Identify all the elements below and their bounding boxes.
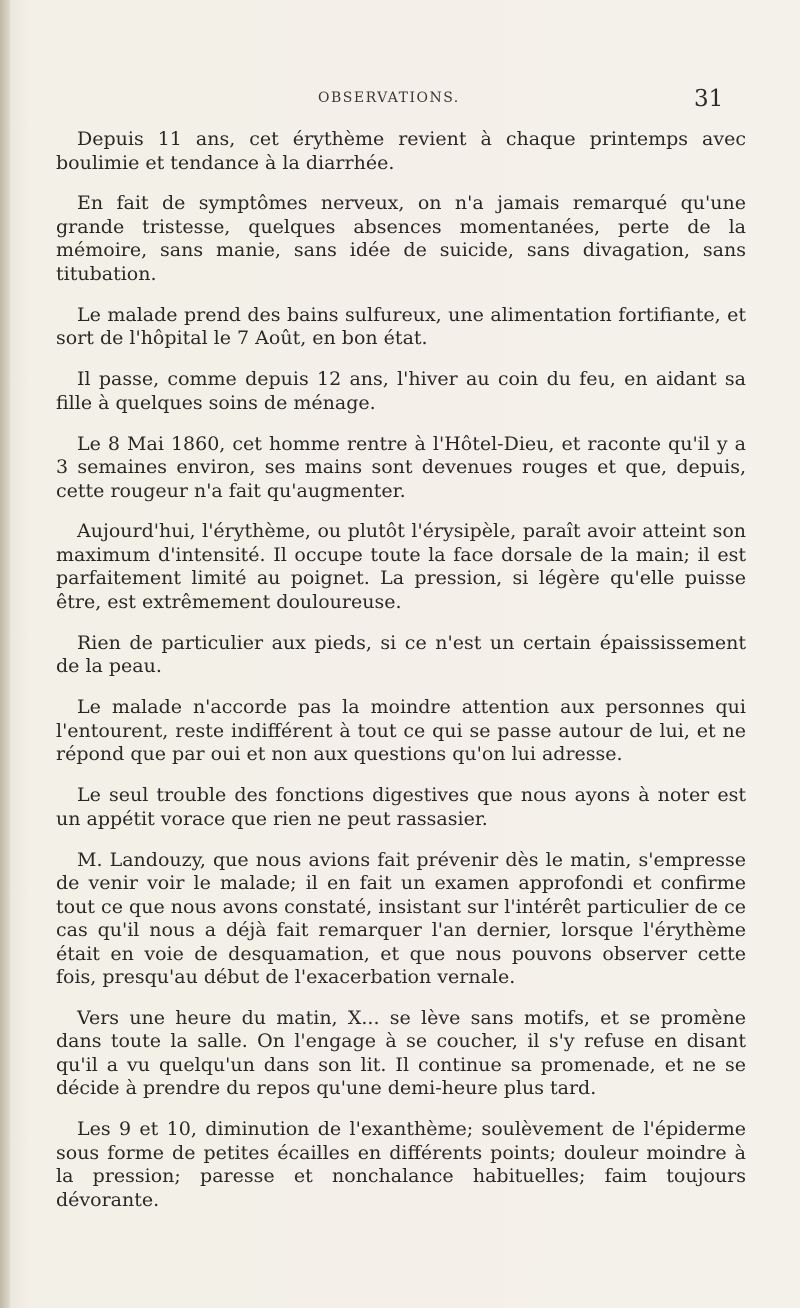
page-spine-edge (0, 0, 10, 1308)
page-number: 31 (694, 86, 724, 112)
body-text (56, 128, 746, 1278)
running-title: OBSERVATIONS. (318, 90, 460, 106)
paragraph: Il passe, comme depuis 12 ans, l'hiver au coin du feu, en aidant sa fille à quelques soins de ménage. (56, 368, 746, 414)
page-header (0, 86, 800, 116)
paragraph: Aujourd'hui, l'érythème, ou plutôt l'érysipèle, paraît avoir atteint son maximum d'intensité. Il occupe toute la face dorsale de la main; il est parfaitement limité au poignet. La pression, si légère qu'elle puisse être, est extrêmement douloureuse. (56, 520, 746, 613)
paragraph: Le seul trouble des fonctions digestives que nous ayons à noter est un appétit vorace que rien ne peut rassasier. (56, 784, 746, 830)
paragraph: M. Landouzy, que nous avions fait prévenir dès le matin, s'empresse de venir voir le malade; il en fait un examen approfondi et confirme tout ce que nous avons constaté, insistant sur l'intérêt particulier de ce cas qu'il nous a déjà fait remarquer l'an dernier, lorsque l'érythème était en voie de desquamation, et que nous pouvons observer cette fois, presqu'au début de l'exacerbation vernale. (56, 848, 746, 989)
paragraph: Le malade n'accorde pas la moindre attention aux personnes qui l'entourent, reste indifférent à tout ce qui se passe autour de lui, et ne répond que par oui et non aux questions qu'on lui adresse. (56, 696, 746, 766)
paragraph: Depuis 11 ans, cet érythème revient à chaque printemps avec boulimie et tendance à la diarrhée. (56, 128, 746, 174)
paragraph: Le 8 Mai 1860, cet homme rentre à l'Hôtel-Dieu, et raconte qu'il y a 3 semaines environ, ses mains sont devenues rouges et que, depuis, cette rougeur n'a fait qu'augmenter. (56, 432, 746, 502)
paragraph: Vers une heure du matin, X... se lève sans motifs, et se promène dans toute la salle. On l'engage à se coucher, il s'y refuse en disant qu'il a vu quelqu'un dans son lit. Il continue sa promenade, et ne se décide à prendre du repos qu'une demi-heure plus tard. (56, 1006, 746, 1100)
paragraph: En fait de symptômes nerveux, on n'a jamais remarqué qu'une grande tristesse, quelques absences momentanées, perte de la mémoire, sans manie, sans idée de suicide, sans divagation, sans titubation. (56, 192, 746, 285)
paragraph: Les 9 et 10, diminution de l'exanthème; soulèvement de l'épiderme sous forme de petites écailles en différents points; douleur moindre à la pression; paresse et nonchalance habituelles; faim toujours dévorante. (56, 1118, 746, 1211)
paragraph: Rien de particulier aux pieds, si ce n'est un certain épaississement de la peau. (56, 631, 746, 678)
paragraph: Le malade prend des bains sulfureux, une alimentation fortifiante, et sort de l'hôpital le 7 Août, en bon état. (56, 303, 746, 350)
